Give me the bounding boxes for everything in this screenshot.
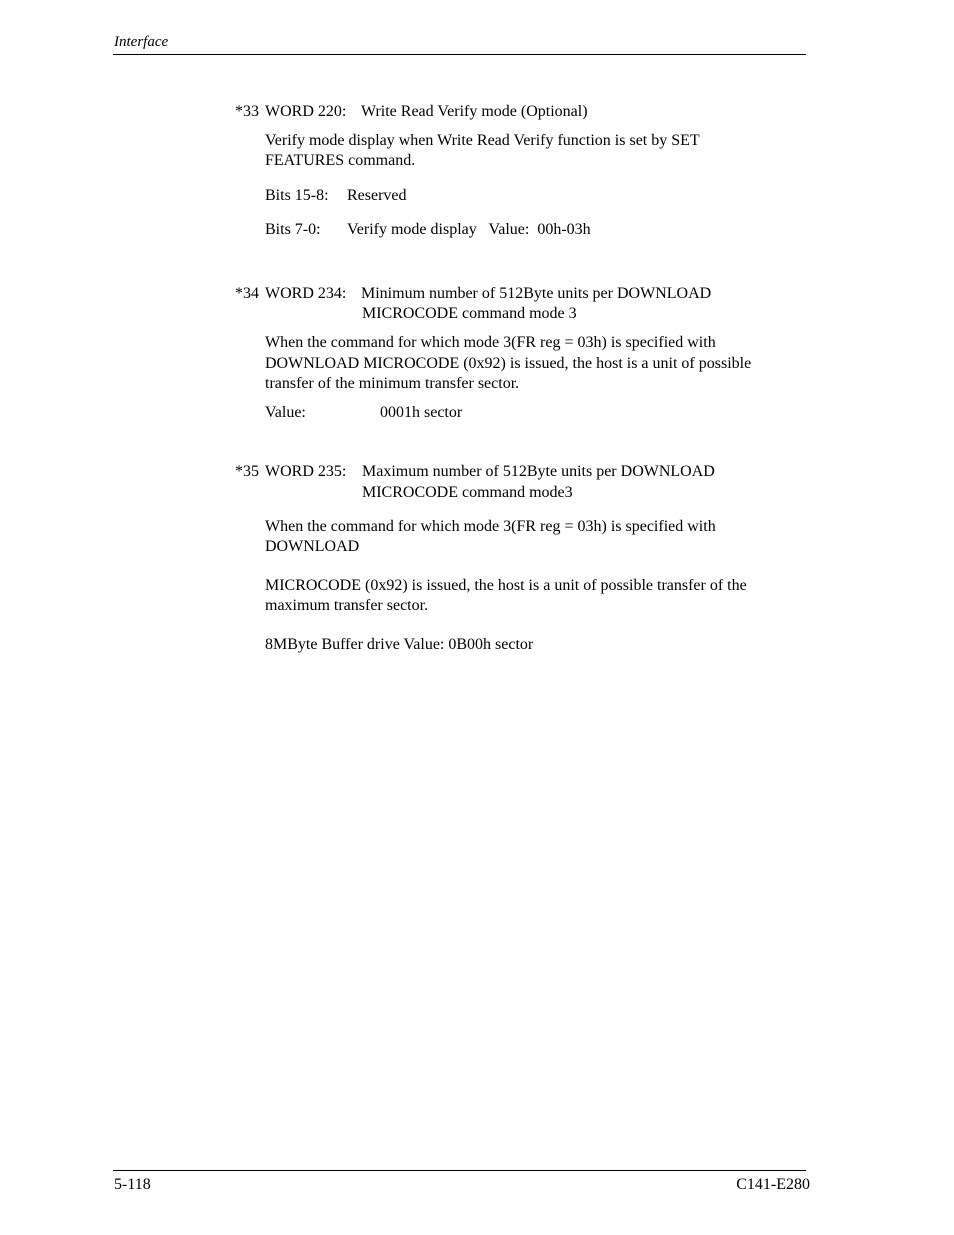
item-33-field-label: Bits 15-8: [265, 187, 329, 204]
item-35-value-line: 8MByte Buffer drive Value: 0B00h sector [265, 636, 534, 653]
description-line: When the command for which mode 3(FR reg = 03h) is specified with [265, 334, 716, 351]
item-35-description-continued [265, 576, 795, 616]
item-33-title: Write Read Verify mode (Optional) [361, 103, 588, 120]
description-line: maximum transfer sector. [265, 597, 429, 614]
item-33-field-value: Verify mode display Value: 00h-03h [347, 221, 591, 238]
page-number: 5-118 [114, 1176, 151, 1193]
running-header: Interface [114, 34, 169, 50]
item-34-value-label: Value: [265, 404, 306, 421]
document-id: C141-E280 [736, 1176, 810, 1193]
item-34-value: 0001h sector [380, 404, 463, 421]
item-35-description [265, 517, 795, 557]
item-34-marker: *34 [235, 285, 259, 302]
item-33-field-value: Reserved [347, 187, 407, 204]
description-line: DOWNLOAD [265, 538, 360, 555]
description-line: DOWNLOAD MICROCODE (0x92) is issued, the host is a unit of possible [265, 354, 752, 372]
item-34-title-line: MICROCODE command mode 3 [362, 305, 577, 322]
description-line: MICROCODE (0x92) is issued, the host is a unit of possible transfer of the [265, 577, 747, 594]
item-33-field-label: Bits 7-0: [265, 221, 321, 238]
item-34-description [265, 333, 795, 395]
item-35-title-line: Maximum number of 512Byte units per DOWNLOAD [362, 463, 715, 480]
item-34-word: WORD 234: [265, 285, 347, 302]
description-line: When the command for which mode 3(FR reg = 03h) is specified with [265, 518, 716, 535]
description-line: Verify mode display when Write Read Verify function is set by SET [265, 132, 700, 149]
description-line: FEATURES command. [265, 152, 416, 169]
item-33-word: WORD 220: [265, 103, 347, 120]
footer-rule [113, 1170, 806, 1171]
item-34-title-line: Minimum number of 512Byte units per DOWNLOAD [361, 285, 712, 302]
header-rule [113, 54, 806, 55]
description-line: transfer of the minimum transfer sector. [265, 375, 520, 392]
item-35-title-line: MICROCODE command mode3 [362, 484, 573, 501]
item-33-marker: *33 [235, 103, 259, 120]
item-35-marker: *35 [235, 463, 259, 480]
item-35-word: WORD 235: [265, 463, 347, 480]
item-33-description [265, 131, 795, 171]
